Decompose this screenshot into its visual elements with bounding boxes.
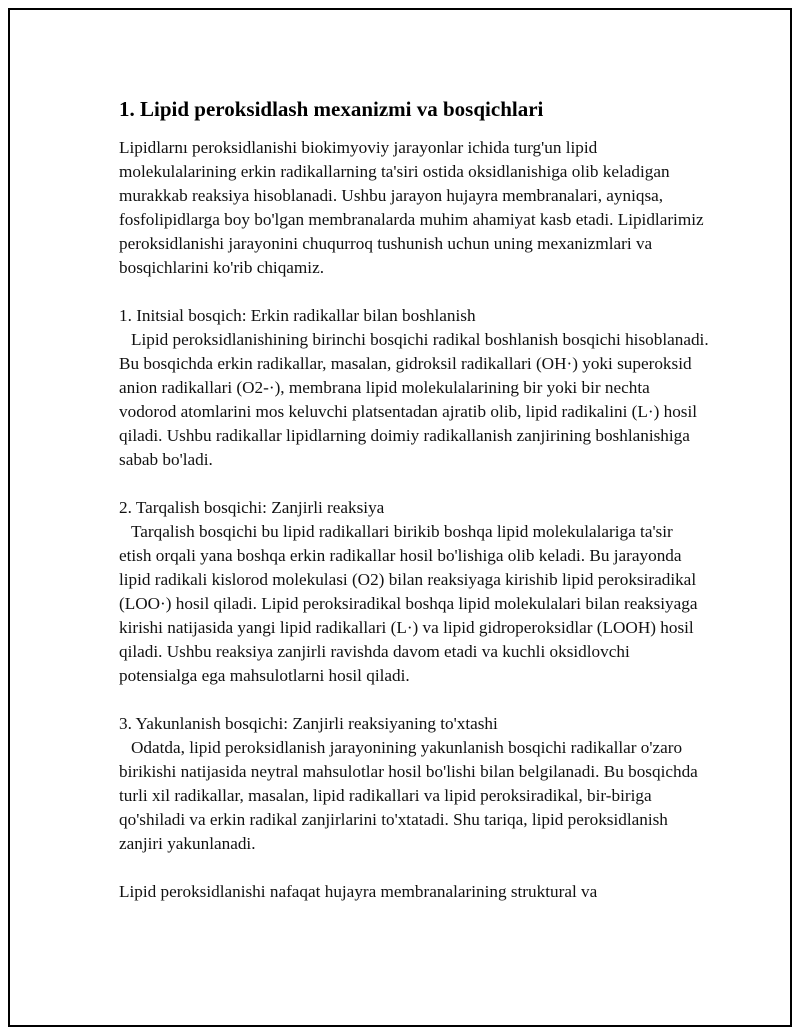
section-3-heading: 3. Yakunlanish bosqichi: Zanjirli reaksiyaning to'xtashi bbox=[119, 714, 498, 733]
closing-paragraph: Lipid peroksidlanishi nafaqat hujayra membranalarining struktural va bbox=[119, 882, 598, 901]
page-frame bbox=[8, 8, 792, 1027]
paragraph-gap bbox=[119, 688, 709, 712]
paragraph-gap bbox=[119, 472, 709, 496]
section-2-body: Tarqalish bosqichi bu lipid radikallari birikib boshqa lipid molekulalariga ta'sir etish orqali yana boshqa erkin radikallar hosil bo'lishiga olib keladi. Bu jarayonda lipid radikali kislorod molekulasi (O2) bilan reaksiyaga kirishib lipid peroksiradikal (LOO·) hosil qiladi. Lipid peroksiradikal boshqa lipid molekulalari bilan reaksiyaga kirishi natijasida yangi lipid radikallari (L·) va lipid gidroperoksidlar (LOOH) hosil qiladi. Ushbu reaksiya zanjirli ravishda davom etadi va kuchli oksidlovchi potensialga ega mahsulotlarni hosil qiladi. bbox=[119, 522, 698, 685]
section-2-heading: 2. Tarqalish bosqichi: Zanjirli reaksiya bbox=[119, 498, 385, 517]
document-title: 1. Lipid peroksidlash mexanizmi va bosqichlari bbox=[119, 97, 544, 121]
section-1-body: Lipid peroksidlanishining birinchi bosqichi radikal boshlanish bosqichi hisoblanadi. Bu bosqichda erkin radikallar, masalan, gidroksil radikallari (OH·) yoki superoksid anion radikallari (O2-·), membrana lipid molekulalarining bir yoki bir nechta vodorod atomlarini mos keluvchi platsentadan ajratib olib, lipid radikalini (L·) hosil qiladi. Ushbu radikallar lipidlarning doimiy radikallanish zanjirining boshlanishiga sabab bo'ladi. bbox=[119, 330, 709, 469]
paragraph-gap bbox=[119, 280, 709, 304]
intro-paragraph: Lipidlarnı peroksidlanishi biokimyoviy jarayonlar ichida turg'un lipid molekulalarining erkin radikallarning ta'siri ostida oksidlanishiga olib keladigan murakkab reaksiya hisoblanadi. Ushbu jarayon hujayra membranalari, ayniqsa, fosfolipidlarga boy bo'lgan membranalarda muhim ahamiyat kasb etadi. Lipidlarimiz peroksidlanishi jarayonini chuqurroq tushunish uchun uning mexanizmlari va bosqichlarini ko'rib chiqamiz. bbox=[119, 138, 704, 277]
section-1-heading: 1. Initsial bosqich: Erkin radikallar bilan boshlanish bbox=[119, 306, 476, 325]
document-body bbox=[119, 96, 709, 904]
section-3-body: Odatda, lipid peroksidlanish jarayonining yakunlanish bosqichi radikallar o'zaro birikishi natijasida neytral mahsulotlar hosil bo'lishi bilan belgilanadi. Bu bosqichda turli xil radikallar, masalan, lipid radikallari va lipid peroksiradikal, bir-biriga qo'shiladi va erkin radikal zanjirlarini to'xtatadi. Shu tariqa, lipid peroksidlanish zanjiri yakunlanadi. bbox=[119, 738, 698, 853]
paragraph-gap bbox=[119, 856, 709, 880]
